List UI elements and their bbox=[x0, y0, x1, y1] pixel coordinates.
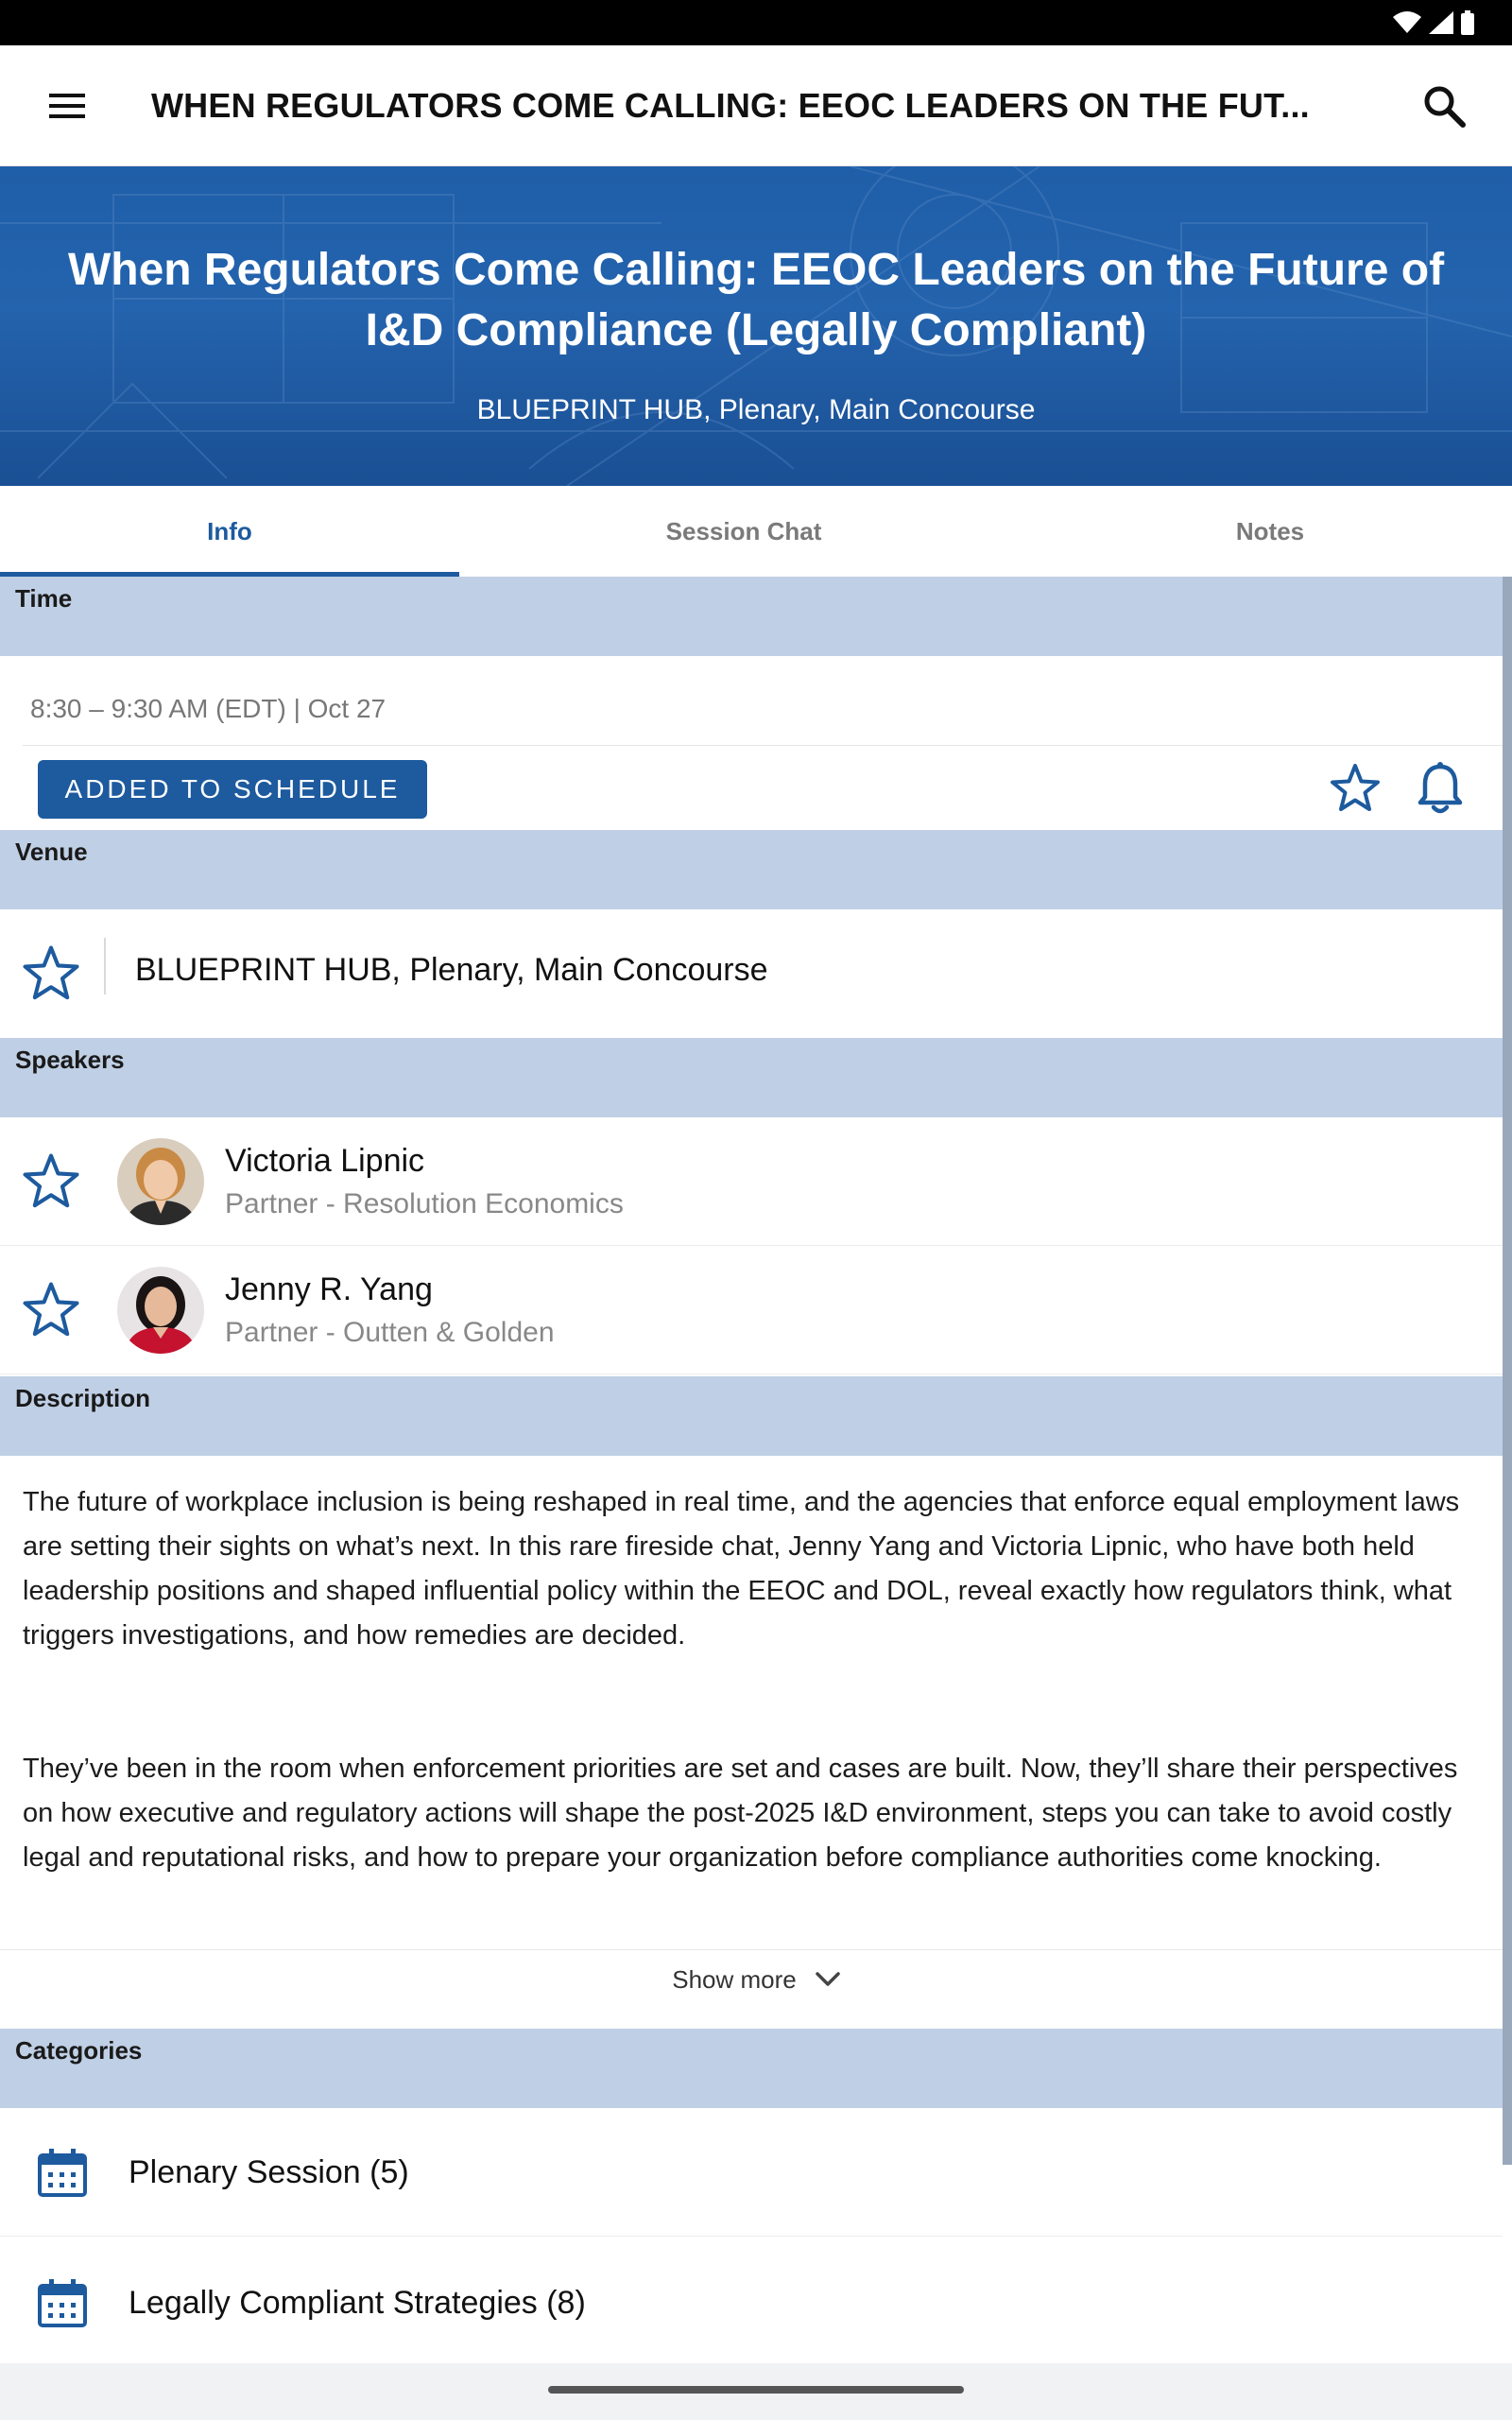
app-bar bbox=[0, 45, 1512, 166]
star-icon bbox=[21, 1280, 81, 1340]
divider bbox=[23, 745, 1503, 746]
speaker-name: Jenny R. Yang bbox=[225, 1271, 433, 1307]
menu-button[interactable] bbox=[42, 83, 93, 129]
venue-section-header: Venue bbox=[0, 830, 1503, 909]
search-button[interactable] bbox=[1418, 79, 1470, 132]
avatar bbox=[117, 1138, 204, 1225]
tab-info[interactable]: Info bbox=[0, 486, 459, 577]
category-row[interactable] bbox=[0, 2238, 1503, 2363]
speaker-photo bbox=[117, 1138, 204, 1225]
session-title: When Regulators Come Calling: EEOC Leaders on the Future of I&D Compliance (Legally Compliant) bbox=[67, 245, 1445, 355]
category-label: Plenary Session (5) bbox=[129, 2154, 409, 2190]
avatar bbox=[117, 1267, 204, 1354]
speaker-role: Partner - Outten & Golden bbox=[225, 1317, 555, 1348]
status-bar bbox=[0, 0, 1512, 45]
search-icon bbox=[1422, 84, 1466, 128]
speakers-section-header: Speakers bbox=[0, 1038, 1503, 1117]
speaker-row[interactable] bbox=[0, 1246, 1503, 1374]
wifi-icon bbox=[1393, 11, 1421, 34]
star-icon bbox=[1329, 762, 1382, 815]
favorite-speaker-button[interactable] bbox=[21, 1280, 81, 1340]
scrollbar[interactable] bbox=[1503, 577, 1512, 2165]
favorite-speaker-button[interactable] bbox=[21, 1151, 81, 1212]
hamburger-menu-icon bbox=[49, 92, 85, 120]
show-more-button[interactable] bbox=[0, 1949, 1512, 2010]
home-indicator[interactable] bbox=[548, 2386, 964, 2394]
venue-name: BLUEPRINT HUB, Plenary, Main Concourse bbox=[135, 952, 768, 988]
battery-icon bbox=[1461, 10, 1474, 35]
description-paragraph: They’ve been in the room when enforcement priorities are set and cases are built. Now, they’ll share their perspectives on how executive and regulatory actions will shape the post-2025 I&D environment, steps you can take to avoid costly legal and reputational risks, and how to prepare your organization before compliance authorities come knocking. bbox=[23, 1754, 1458, 1873]
venue-separator bbox=[104, 938, 106, 994]
status-icons bbox=[1393, 9, 1474, 36]
favorite-venue-button[interactable] bbox=[21, 943, 81, 1004]
session-location: BLUEPRINT HUB, Plenary, Main Concourse bbox=[476, 394, 1036, 425]
speaker-role: Partner - Resolution Economics bbox=[225, 1188, 624, 1219]
star-icon bbox=[21, 943, 81, 1004]
tab-notes[interactable]: Notes bbox=[1235, 516, 1305, 545]
reminder-button[interactable] bbox=[1410, 758, 1470, 819]
speaker-photo bbox=[117, 1267, 204, 1354]
category-label: Legally Compliant Strategies (8) bbox=[129, 2285, 586, 2321]
signal-icon bbox=[1429, 11, 1453, 34]
speaker-name: Victoria Lipnic bbox=[225, 1143, 425, 1179]
categories-section-header: Categories bbox=[0, 2029, 1503, 2108]
favorite-session-button[interactable] bbox=[1325, 758, 1385, 819]
tab-bar bbox=[0, 486, 1512, 577]
chevron-down-icon bbox=[816, 1972, 840, 1987]
category-row[interactable] bbox=[0, 2108, 1503, 2237]
bell-icon bbox=[1416, 761, 1465, 816]
added-to-schedule-button[interactable]: ADDED TO SCHEDULE bbox=[38, 760, 427, 819]
session-hero-banner bbox=[0, 166, 1512, 486]
calendar-icon bbox=[36, 2276, 89, 2329]
venue-row[interactable] bbox=[0, 909, 1503, 1038]
tab-session-chat[interactable]: Session Chat bbox=[665, 516, 822, 545]
show-more-label: Show more bbox=[672, 1964, 797, 1994]
speaker-row[interactable] bbox=[0, 1117, 1503, 1246]
app-bar-title: WHEN REGULATORS COME CALLING: EEOC LEADERS ON THE FUT... bbox=[151, 86, 1310, 125]
calendar-icon bbox=[36, 2146, 89, 2199]
session-info-content[interactable] bbox=[0, 577, 1512, 2363]
description-paragraph: The future of workplace inclusion is being reshaped in real time, and the agencies that enforce equal employment laws are setting their sights on what’s next. In this rare fireside chat, Jenny Yang and Victoria Lipnic, who have both held leadership positions and shaped influential policy within the EEOC and DOL, reveal exactly how regulators think, what triggers investigations, and how remedies are decided. bbox=[23, 1487, 1460, 1651]
time-section-header: Time bbox=[0, 577, 1503, 656]
session-time: 8:30 – 9:30 AM (EDT) | Oct 27 bbox=[30, 694, 387, 723]
description-section-header: Description bbox=[0, 1376, 1503, 1456]
navigation-bar bbox=[0, 2363, 1512, 2420]
star-icon bbox=[21, 1151, 81, 1212]
